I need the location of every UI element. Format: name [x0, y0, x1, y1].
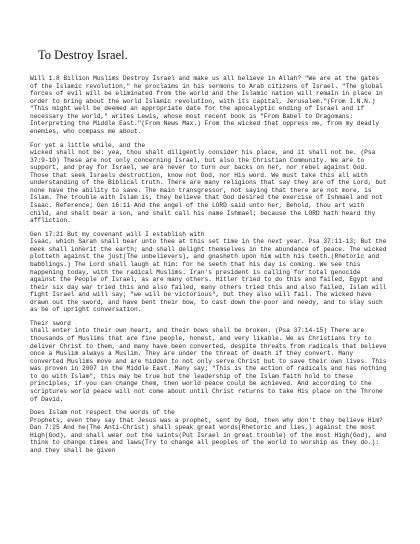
- paragraph-4: Their sword shall enter into their own heart, and their bows shall be broken. (Psa 37:14-15) There are thousands of Muslims that are fine people, honest, and very likable. We as Christians try to deliver Christ to them, and many have been converted, despite threats from radicals that believe once a Muslim always a Muslim. They are under the threat of death if they convert. Many converted Muslims move and are hidden to not only serve Christ but to save their own lives. This was proven in 2007 in the Middle East. Many say; "This is the action of radicals and has nothing to do with Islam", this may be true but the leadership of the Islam faith hold to these principles, if you can change them, then world peace could be achieved. And according to the scriptures world peace will not come about until Christ returns to take His place on the Throne of David.: [30, 319, 387, 403]
- paragraph-5: Does Islam not respect the words of the Prophets, even they say that Jesus was a prophet, sent by God, then why don't they believe Him? Dan 7:25 And he(The Anti-Christ) shall speak great words(Rhetoric and lies,) against the most High(God), and shall wear out the saints(Put Israel in great trouble) of the most High(God), and think to change times and laws(Try to change all peoples of the world to worship as they do.): and they shall be given: [30, 409, 387, 454]
- document-title: To Destroy Israel.: [38, 48, 128, 62]
- paragraph-1: Will 1.8 Billion Muslims Destroy Israel and make us all believe in Allah? "We are at the gates of the Islamic revolution," he proclaims in his sermons to Arab citizens of Israel. "The global forces of evil will be eliminated from the world and the Islamic nation will remain in place in order to bring about the world Islamic revolution, with its capital, Jerusalem."(From I.N.N.) "This might well be deemed an appropriate date for the apocalyptic ending of Israel and if necessary the world," writes Lewis, whose most recent book is "From Babel to Dragomans: Interpreting the Middle East."(From News Max.) From the wicked that oppress me, from my deadly enemies, who compass me about.: [30, 75, 387, 135]
- paragraph-2: For yet a little while, and the wicked shall not be: yea, thou shalt diligently consider his place, and it shall not be. (Psa 37:9-10) These are not only concerning Israel, but also the Christian Community. We are to support, and pray for Israel, we are never to turn our backs on her, nor rebel against God. Those that seek Israels destruction, know not God, nor His word. We must take this all with understanding of the Biblical truth. There are many religions that say they are of the Lord, but none have the ability to save. The main transgressor, not saying that there are not more, is Islam. The trouble with Islam is, they believe that God desired the exercise of Ishmael and not Isaac. Reference; Gen 16:11 And the angel of the LORD said unto her, Behold, thou art with child, and shalt bear a son, and shalt call his name Ishmael; because the LORD hath heard thy affliction.: [30, 141, 387, 225]
- paragraph-3: Gen 17:21 But my covenant will I establish with Isaac, which Sarah shall bear unto thee at this set time in the next year. Psa 37:11-13; But the meek shall inherit the earth; and shall delight themselves in the abundance of peace. The wicked plotteth against the just(The unbelievers), and gnasheth upon him with his teeth.(Rhetoric and babblings.) The Lord shall laugh at him: for he seeth that his day is coming. We see this happening today, with the radical Muslims. Iran's president is calling for total genocide against the People of Israel, as are many others. Hitler tried to do this and failed, Egypt and their six day war tried this and also failed, many others tried this and also failed, Islam will fight Israel and will say; "we will be victorious", but they also will fail. The wicked have drawn out the sword, and have bent their bow, to cast down the poor and needy, and to slay such as be of upright conversation.: [30, 230, 387, 314]
